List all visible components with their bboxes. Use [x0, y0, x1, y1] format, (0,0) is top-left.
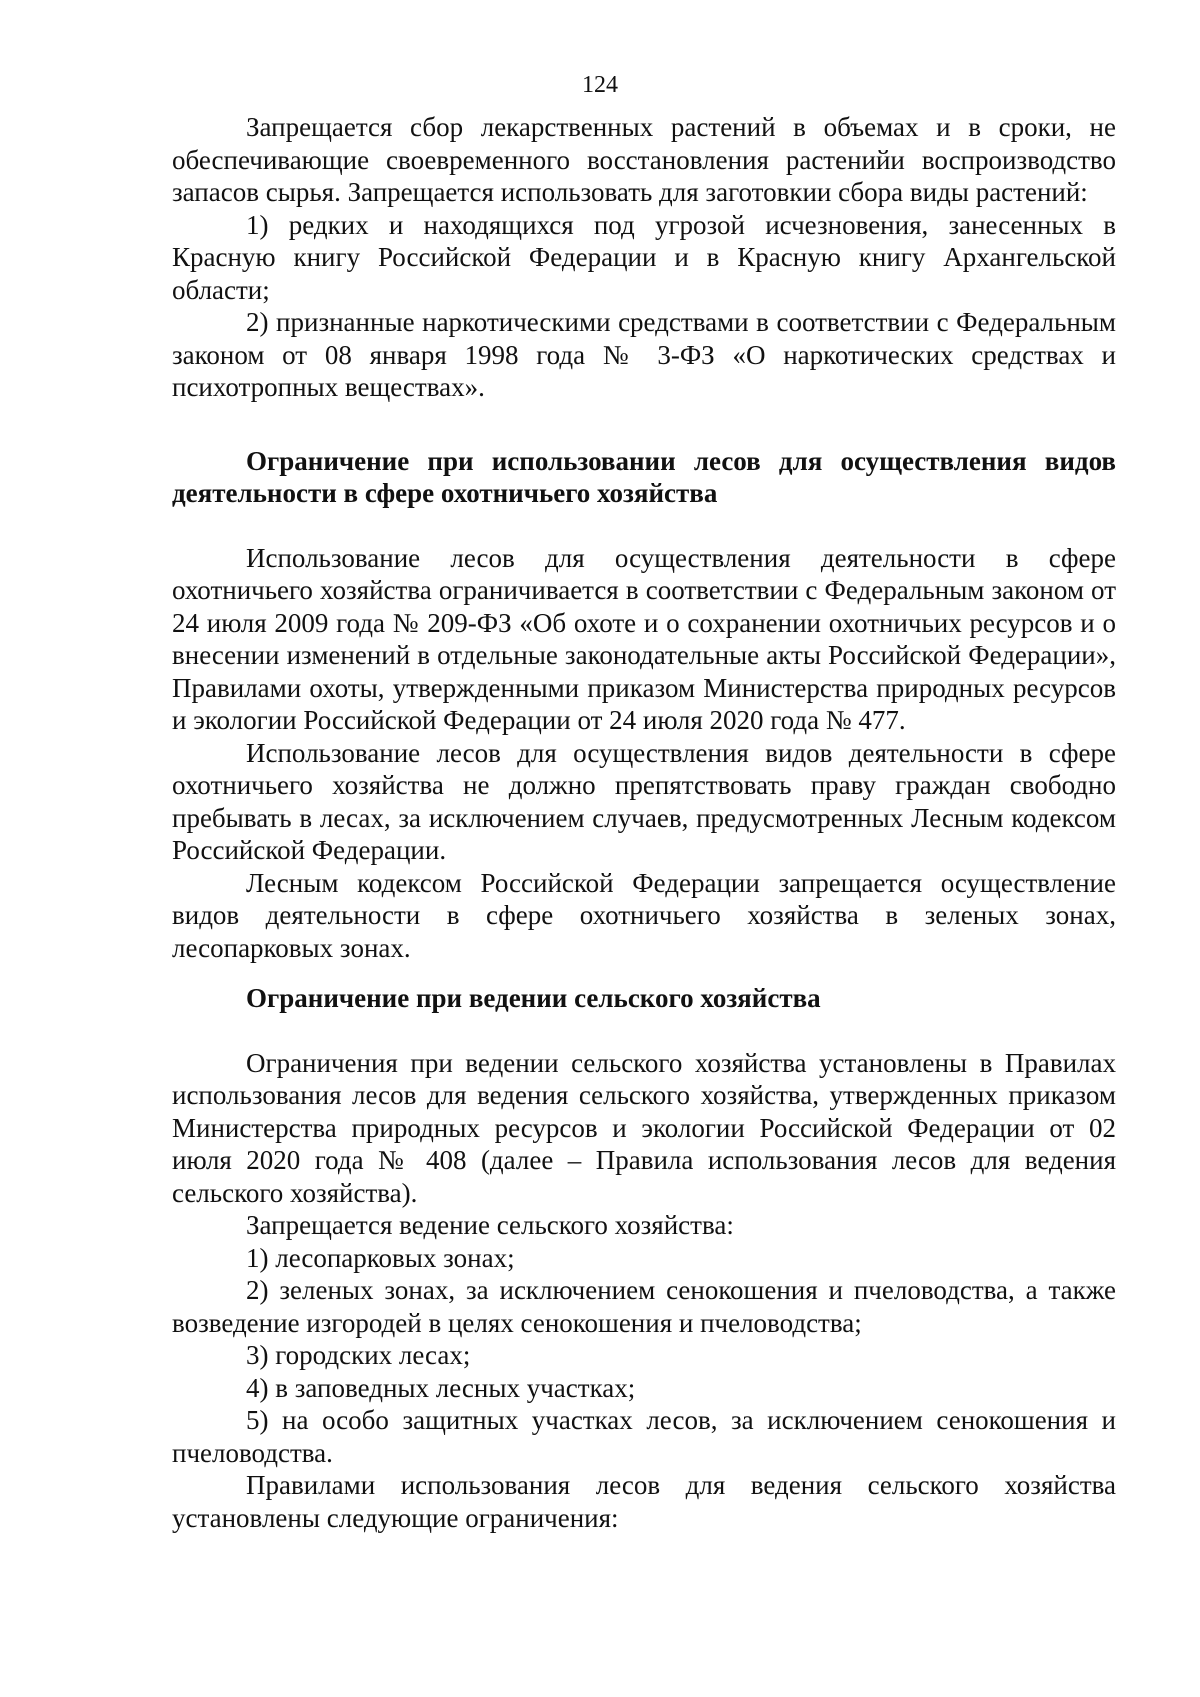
intro-list-item-1: 1) редких и находящихся под угрозой исчезновения, занесенных в Красную книгу Российской Федерации и в Красную книгу Архангельской области;: [172, 209, 1116, 305]
agriculture-list-item-2: 2) зеленых зонах, за исключением сенокошения и пчеловодства, а также возведение изгородей в целях сенокошения и пчеловодства;: [172, 1275, 1116, 1338]
section-heading-agriculture: Ограничение при ведении сельского хозяйства: [246, 983, 821, 1013]
agriculture-list-item-4: 4) в заповедных лесных участках;: [246, 1372, 636, 1403]
hunting-paragraph-2: Использование лесов для осуществления видов деятельности в сфере охотничьего хозяйства не должно препятствовать праву граждан свободно пребывать в лесах, за исключением случаев, предусмотренных Лесным кодексом Российской Федерации.: [172, 737, 1116, 865]
agriculture-list-item-1: 1) лесопарковых зонах;: [246, 1242, 515, 1273]
agriculture-list-item-5: 5) на особо защитных участках лесов, за исключением сенокошения и пчеловодства.: [172, 1405, 1116, 1468]
page-body: [172, 111, 1116, 1534]
agriculture-paragraph-1: Ограничения при ведении сельского хозяйства установлены в Правилах использования лесов для ведения сельского хозяйства, утвержденных приказом Министерства природных ресурсов и экологии Российской Федерации от 02 июля 2020 года № 408 (далее – Правила использования лесов для ведения сельского хозяйства).: [172, 1047, 1116, 1208]
page-number: 124: [582, 72, 618, 98]
agriculture-list-item-3: 3) городских лесах;: [246, 1340, 471, 1370]
hunting-paragraph-1: Использование лесов для осуществления деятельности в сфере охотничьего хозяйства ограничивается в соответствии с Федеральным законом от 24 июля 2009 года № 209-ФЗ «Об охоте и о сохранении охотничьих ресурсов и о внесении изменений в отдельные законодательные акты Российской Федерации», Правилами охоты, утвержденными приказом Министерства природных ресурсов и экологии Российской Федерации от 24 июля 2020 года № 477.: [172, 542, 1116, 735]
hunting-paragraph-3: Лесным кодексом Российской Федерации запрещается осуществление видов деятельности в сфере охотничьего хозяйства в зеленых зонах, лесопарковых зонах.: [172, 867, 1116, 963]
agriculture-paragraph-3: Правилами использования лесов для ведения сельского хозяйства установлены следующие ограничения:: [172, 1470, 1116, 1533]
section-heading-hunting: Ограничение при использовании лесов для осуществления видов деятельности в сфере охотничьего хозяйства: [172, 445, 1116, 508]
intro-paragraph: Запрещается сбор лекарственных растений в объемах и в сроки, не обеспечивающие своевременного восстановления растенийи воспроизводство запасов сырья. Запрещается использовать для заготовкии сбора виды растений:: [172, 112, 1116, 207]
agriculture-paragraph-2: Запрещается ведение сельского хозяйства:: [246, 1210, 734, 1240]
intro-list-item-2: 2) признанные наркотическими средствами в соответствии с Федеральным законом от 08 января 1998 года № 3-ФЗ «О наркотических средствах и психотропных веществах».: [172, 307, 1116, 402]
